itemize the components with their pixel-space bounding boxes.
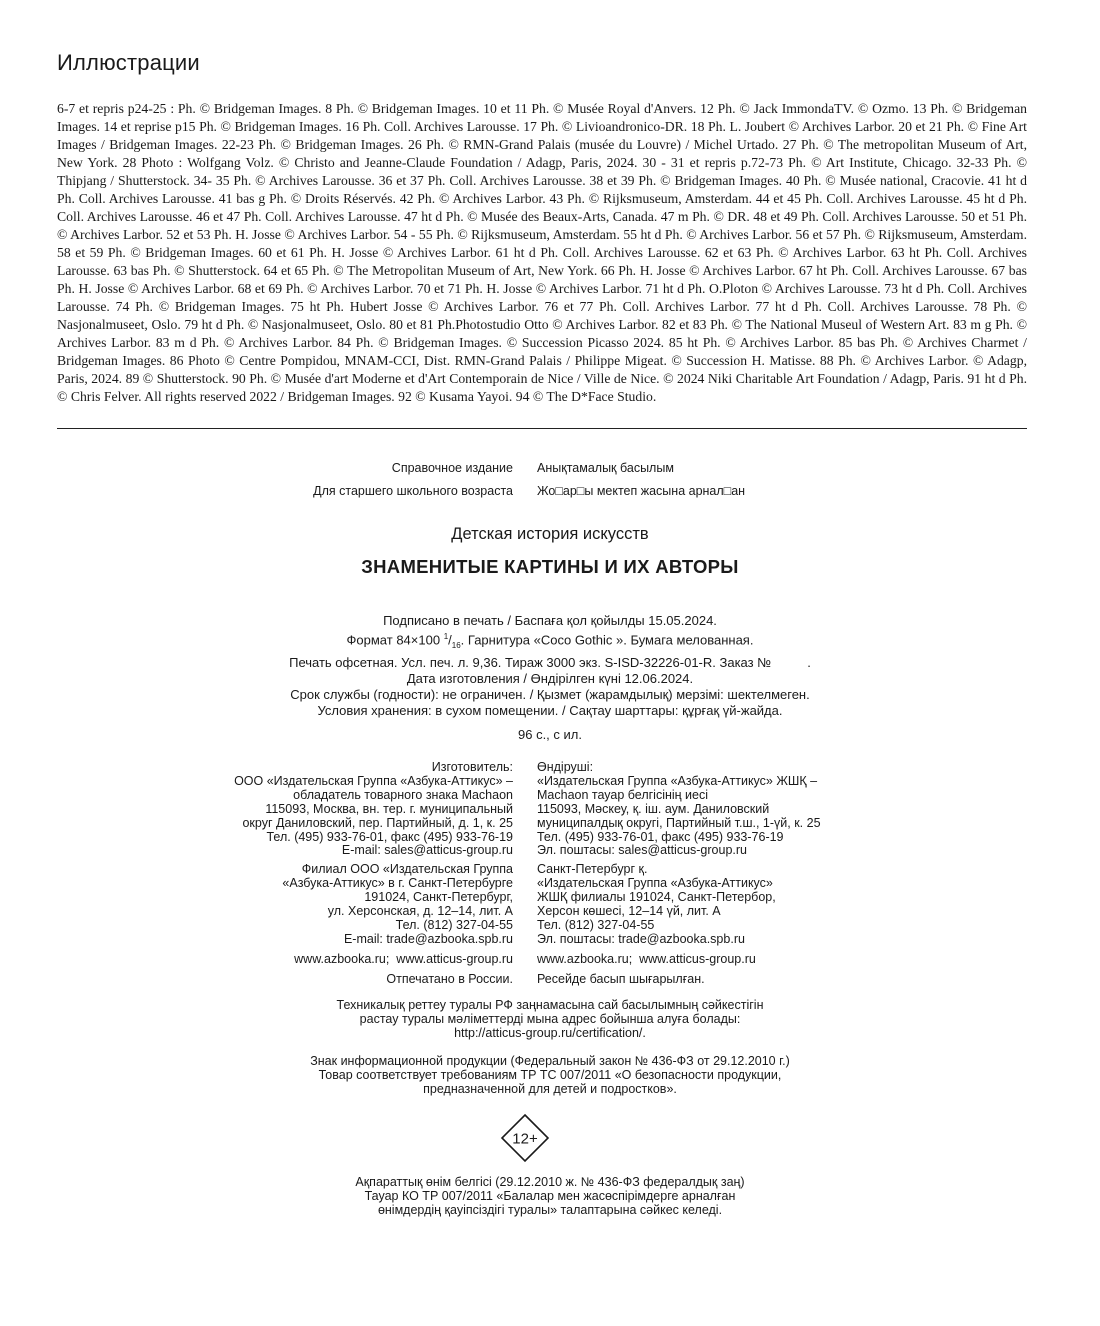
manufacturer-kz: [537, 761, 821, 858]
format-slash: /: [448, 632, 452, 648]
printed-in-kz: Ресейде басып шығарылған.: [537, 972, 705, 986]
info-sign-kz-line: өнімдердің қауіпсіздігі туралы» талаптарына сәйкес келеді.: [377, 1202, 723, 1217]
branch-ru-line: ул. Херсонская, д. 12–14, лит. А: [327, 903, 513, 918]
imprint-block: [0, 613, 1100, 720]
manufacturer-kz-line: Өндіруші:: [537, 760, 594, 774]
printed-in-ru: Отпечатано в России.: [386, 972, 513, 986]
age-rating-label: 12+: [512, 1130, 538, 1148]
age-rating-badge: [500, 1113, 550, 1163]
manufacturer-ru-line: ООО «Издательская Группа «Азбука-Аттикус» –: [234, 773, 513, 788]
format-denominator: 16: [451, 641, 461, 651]
certification-line: Техникалық реттеу туралы РФ заңнамасына сай басылымның сәйкестігін: [336, 998, 764, 1012]
manufacturer-ru-line: обладатель товарного знака Machaon: [293, 787, 513, 802]
manufacturer-kz-line: 115093, Мәскеу, қ. іш. аум. Даниловский: [537, 801, 770, 816]
imprint-made: Дата изготовления / Өндірілген күні 12.06.2024.: [406, 670, 694, 686]
info-sign-kz-line: Тауар КО ТР 007/2011 «Балалар мен жасөспірімдерге арналған: [364, 1188, 736, 1203]
branch-ru-line: 191024, Санкт-Петербург,: [364, 889, 513, 904]
branch-kz: [537, 863, 776, 946]
info-sign-ru: [0, 1055, 1100, 1096]
branch-kz-line: Санкт-Петербург қ.: [537, 862, 648, 876]
certification-link: http://atticus-group.ru/certification/.: [454, 1025, 646, 1040]
manufacturer-kz-line: «Издательская Группа «Азбука-Аттикус» ЖШҚ –: [537, 773, 818, 788]
manufacturer-ru-line: округ Даниловский, пер. Партийный, д. 1, к. 25: [242, 815, 513, 830]
branch-ru-line: Тел. (812) 327-04-55: [395, 917, 513, 932]
branch-kz-line: ЖШҚ филиалы 191024, Санкт-Петербор,: [537, 889, 776, 904]
manufacturer-ru: [234, 761, 513, 858]
branch-ru-line: Филиал ООО «Издательская Группа: [301, 862, 513, 876]
info-sign-ru-line: Товар соответствует требованиям ТР ТС 007/2011 «О безопасности продукции,: [318, 1067, 782, 1082]
websites-ru: www.azbooka.ru; www.atticus-group.ru: [294, 952, 513, 966]
illustration-credits: 6-7 et repris p24-25 : Ph. © Bridgeman Images. 8 Ph. © Bridgeman Images. 10 et 11 Ph. © Musée Royal d'Anvers. 12 Ph. © Jack ImmondaTV. © Ozmo. 13 Ph. © Bridgeman Images. 14 et reprise p15 Ph. © Bridgeman Images. 16 Ph. Coll. Archives Larousse. 17 Ph. © Livioandronico-DR. 18 Ph. L. Joubert © Archives Larbor. 20 et 21 Ph. © Fine Art Images / Bridgeman Images. 22-23 Ph. © Bridgeman Images. 26 Ph. © RMN-Grand Palais (musée du Louvre) / Michel Urtado. 27 Ph. © The metropolitan Museum of Art, New York. 28 Photo : Wolfgang Volz. © Christo and Jeanne-Claude Foundation / Adagp, Paris, 2024. 30 - 31 et repris p.72-73 Ph. © Art Institute, Chicago. 32-33 Ph. © Thipjang / Shutterstock. 34- 35 Ph. © Archives Larousse. 36 et 37 Ph. Coll. Archives Larousse. 38 et 39 Ph. © Bridgeman Images. 40 Ph. © Musée national, Cracovie. 41 ht d Ph. Coll. Archives Larousse. 41 bas g Ph. © Droits Réservés. 42 Ph. © Archives Larbor. 43 Ph. © Rijksmuseum, Amsterdam. 44 et 45 Ph. Coll. Archives Larousse. 45 ht d Ph. Coll. Archives Larousse. 46 et 47 Ph. Coll. Archives Larousse. 47 ht d Ph. © Musée des Beaux-Arts, Canada. 47 m Ph. © DR. 48 et 49 Ph. Coll. Archives Larousse. 50 et 51 Ph. © Archives Larbor. 52 et 53 Ph. H. Josse © Archives Larbor. 54 - 55 Ph. © Rijksmuseum, Amsterdam. 55 ht d Ph. © Archives Larbor. 56 et 57 Ph. © Rijksmuseum, Amsterdam. 58 et 59 Ph. © Bridgeman Images. 60 et 61 Ph. H. Josse © Archives Larbor. 61 ht d Ph. Coll. Archives Larousse. 62 et 63 Ph. © Archives Larbor. 63 ht Ph. Coll. Archives Larousse. 63 bas Ph. © Shutterstock. 64 et 65 Ph. © The Metropolitan Museum of Art, New York. 66 Ph. H. Josse © Archives Larbor. 67 ht Ph. Coll. Archives Larousse. 67 bas Ph. H. Josse © Archives Larbor. 68 et 69 Ph. © Archives Larbor. 70 et 71 Ph. H. Josse © Archives Larbor. 71 ht d Ph. O.Ploton © Archives Larousse. 73 ht d Ph. Coll. Archives Larousse. 74 Ph. © Bridgeman Images. 75 ht Ph. Hubert Josse © Archives Larbor. 76 et 77 Ph. Coll. Archives Larbor. 77 ht d Ph. Coll. Archives Larousse. 78 Ph. © Nasjonalmuseet, Oslo. 79 ht d Ph. © Nasjonalmuseet, Oslo. 80 et 81 Ph.Photostudio Otto © Archives Larbor. 82 et 83 Ph. © The National Museul of Western Art. 83 m g Ph. © Archives Larbor. 83 m d Ph. © Archives Larbor. 84 Ph. © Bridgeman Images. © Succession Picasso 2024. 85 ht Ph. © Archives Larbor. 85 bas Ph. © Archives Charmet / Bridgeman Images. 86 Photo © Centre Pompidou, MNAM-CCI, Dist. RMN-Grand Palais / Philippe Migeat. © Succession H. Matisse. 88 Ph. © Archives Larbor. © Adagp, Paris, 2024. 89 © Shutterstock. 90 Ph. © Musée d'art Moderne et d'Art Contemporain de Nice / Ville de Nice. © 2024 Niki Charitable Art Foundation / Adagp, Paris. 91 ht d Ph. © Chris Felver. All rights reserved 2022 / Bridgeman Images. 92 © Kusama Yayoi. 94 © The D*Face Studio.: [57, 101, 1027, 404]
imprint-service: Срок службы (годности): не ограничен. / Қызмет (жарамдылық) мерзімі: шектелмеген.: [290, 687, 810, 703]
manufacturer-ru-line: Тел. (495) 933-76-01, факс (495) 933-76-19: [266, 829, 513, 844]
imprint-signed: Подписано в печать / Баспаға қол қойылды 15.05.2024.: [383, 613, 717, 628]
book-title: ЗНАМЕНИТЫЕ КАРТИНЫ И ИХ АВТОРЫ: [361, 556, 739, 577]
certification-note: [0, 999, 1100, 1040]
branch-ru: [282, 863, 513, 946]
manufacturer-kz-email: Эл. поштасы: sales@atticus-group.ru: [537, 843, 747, 858]
info-sign-ru-line: Знак информационной продукции (Федеральный закон № 436-ФЗ от 29.12.2010 г.): [310, 1054, 790, 1068]
imprint-format: [0, 629, 1100, 654]
age-group-ru: Для старшего школьного возраста: [313, 484, 513, 498]
manufacturer-kz-line: Machaon тауар белгісінің иесі: [537, 787, 709, 802]
manufacturer-kz-line: муниципалдық округі, Партийный т.ш., 1-үй, к. 25: [537, 815, 821, 830]
imprint-storage: Условия хранения: в сухом помещении. / Сақтау шарттары: құрғақ үй-жайда.: [317, 703, 783, 719]
age-group-kz: Жо□ар□ы мектеп жасына арнал□ан: [537, 484, 746, 498]
branch-kz-line: Тел. (812) 327-04-55: [537, 917, 655, 932]
illustrations-heading: Иллюстрации: [57, 50, 200, 75]
manufacturer-ru-line: Изготовитель:: [431, 760, 513, 774]
series-title: Детская история искусств: [451, 525, 649, 543]
format-typeface: . Гарнитура «Coco Gothic ». Бумага мелованная.: [460, 632, 754, 648]
info-sign-kz-line: Ақпараттық өнім белгісі (29.12.2010 ж. № 436-ФЗ федералдық заң): [355, 1175, 745, 1189]
manufacturer-ru-email: E-mail: sales@atticus-group.ru: [341, 843, 513, 858]
branch-kz-line: «Издательская Группа «Азбука-Аттикус»: [537, 875, 773, 890]
manufacturer-ru-line: 115093, Москва, вн. тер. г. муниципальный: [265, 801, 513, 816]
section-divider: [57, 428, 1027, 429]
info-sign-ru-line: предназначенной для детей и подростков».: [423, 1081, 677, 1096]
branch-kz-line: Херсон көшесі, 12–14 үй, лит. А: [537, 903, 721, 918]
branch-ru-email: E-mail: trade@azbooka.spb.ru: [343, 931, 513, 946]
imprint-print: Печать офсетная. Усл. печ. л. 9,36. Тираж 3000 экз. S-ISD-32226-01-R. Заказ № .: [289, 654, 811, 670]
branch-ru-line: «Азбука-Аттикус» в г. Санкт-Петербурге: [282, 875, 513, 890]
manufacturer-kz-line: Тел. (495) 933-76-01, факс (495) 933-76-19: [537, 829, 784, 844]
websites-kz: www.azbooka.ru; www.atticus-group.ru: [537, 952, 756, 966]
format-numerator: 1: [443, 632, 449, 642]
format-text: Формат 84×100: [346, 632, 444, 648]
branch-kz-email: Эл. поштасы: trade@azbooka.spb.ru: [537, 931, 745, 946]
edition-type-ru: Справочное издание: [391, 461, 513, 475]
page-count: 96 с., с ил.: [518, 727, 582, 742]
certification-line: растау туралы мәліметтерді мына адрес бойынша алуға болады:: [359, 1011, 741, 1026]
edition-type-kz: Анықтамалық басылым: [537, 461, 674, 475]
info-sign-kz: [0, 1176, 1100, 1217]
